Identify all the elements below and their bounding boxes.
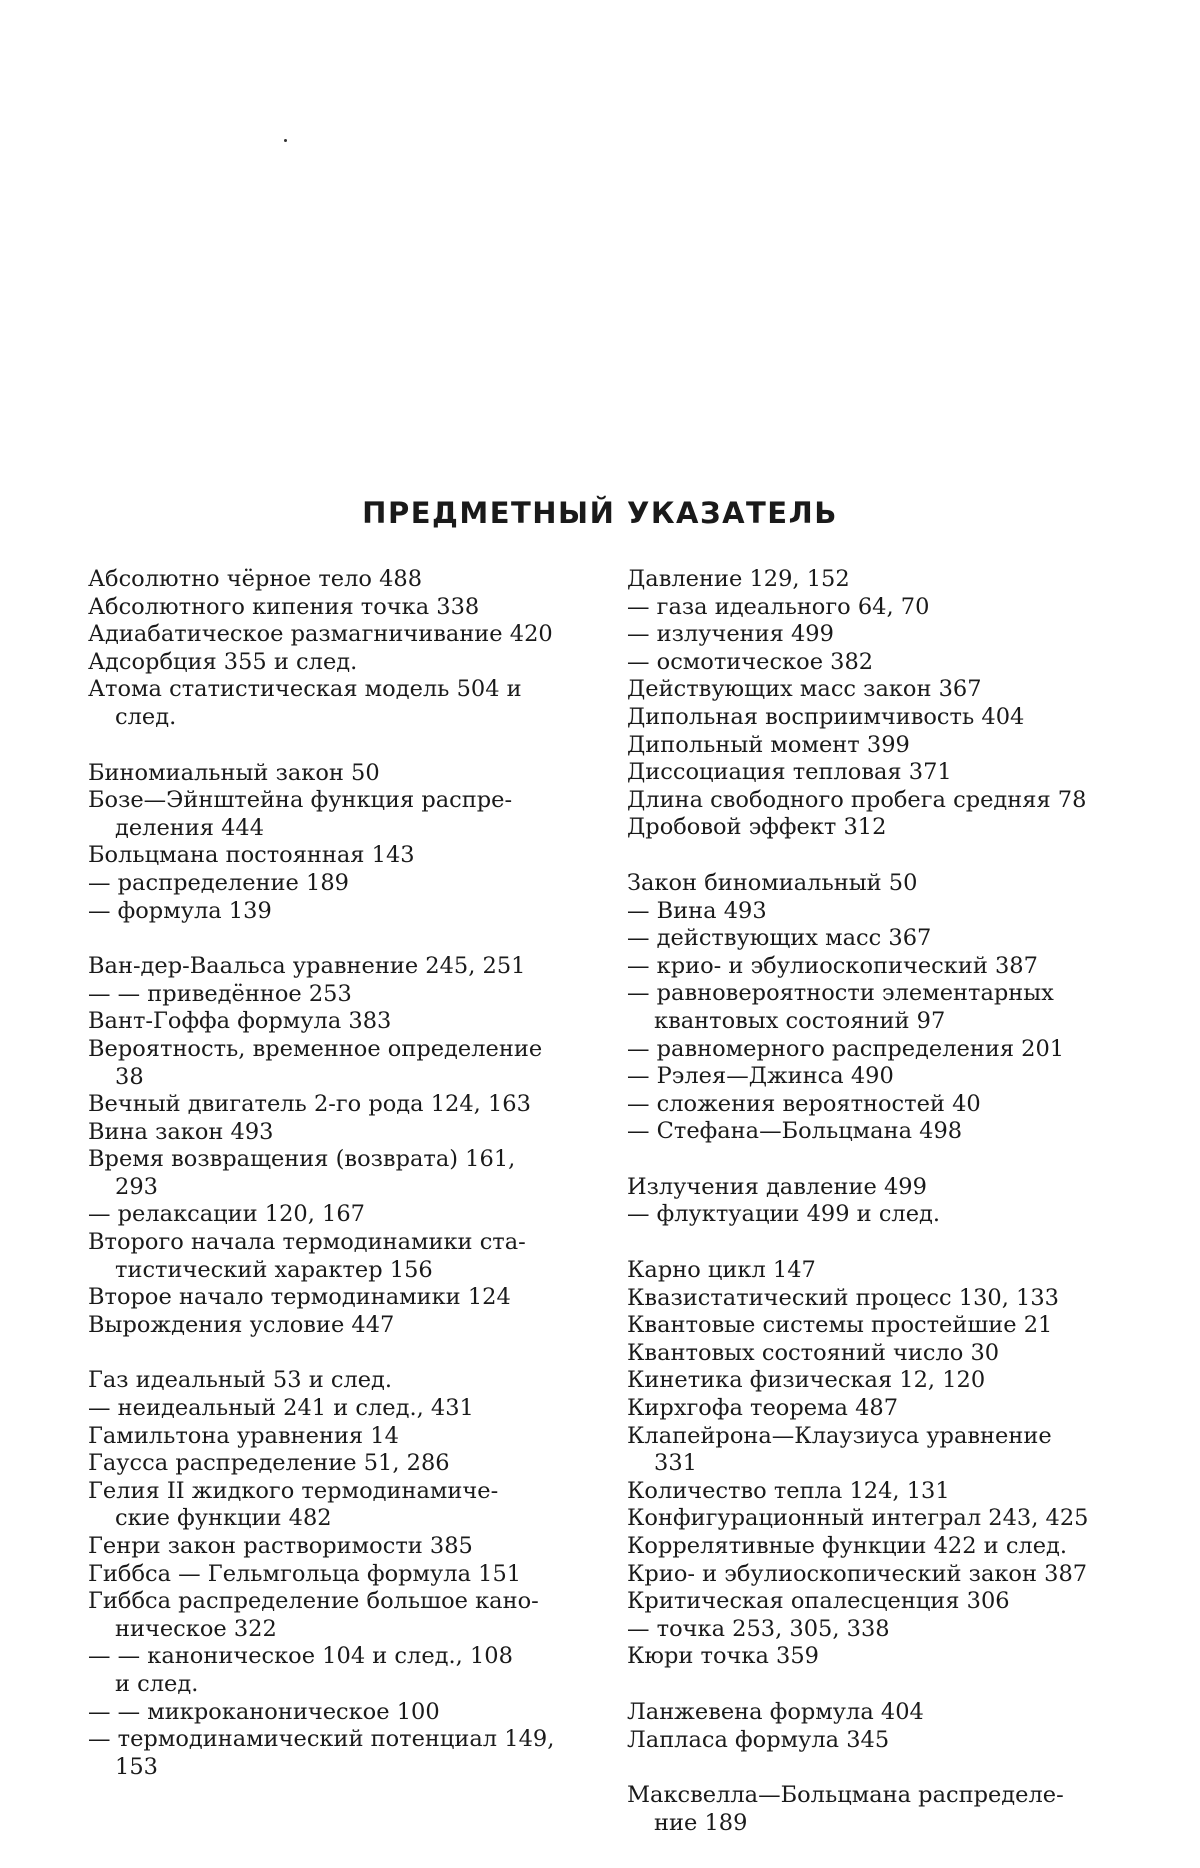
index-entry-text: Закон биномиальный 50 <box>627 869 918 896</box>
index-entry-text: Клапейрона—Клаузиуса уравнение <box>627 1422 1052 1449</box>
index-entry <box>627 1063 1127 1091</box>
index-entry <box>88 1284 586 1312</box>
index-entry-text: Кирхгофа теорема 487 <box>627 1395 899 1422</box>
index-entry-text: Гиббса распределение большое кано- <box>88 1588 539 1615</box>
index-entry <box>88 1395 586 1423</box>
index-entry <box>88 787 586 842</box>
index-entry-text: Время возвращения (возврата) 161, <box>88 1146 516 1173</box>
index-entry <box>88 594 586 622</box>
index-entry-text: Гамильтона уравнения 14 <box>88 1422 399 1449</box>
index-entry-continuation: деления 444 <box>115 814 265 841</box>
index-entry-text: Гелия II жидкого термодинамиче- <box>88 1477 499 1504</box>
index-entry-text: Дипольная восприимчивость 404 <box>627 703 1025 730</box>
index-entry-text: Крио- и эбулиоскопический закон 387 <box>627 1560 1088 1587</box>
index-entry-text: Квантовых состояний число 30 <box>627 1339 1000 1366</box>
index-entry <box>88 1643 586 1698</box>
index-entry-text: Вина закон 493 <box>88 1118 274 1145</box>
index-entry-text: — Рэлея—Джинса 490 <box>627 1063 894 1090</box>
index-entry <box>627 953 1127 981</box>
index-entry-text: Кюри точка 359 <box>627 1643 819 1670</box>
index-entry-text: Квантовые системы простейшие 21 <box>627 1312 1053 1339</box>
index-entry-text: Конфигурационный интеграл 243, 425 <box>627 1505 1089 1532</box>
index-entry-text: Абсолютного кипения точка 338 <box>88 593 480 620</box>
index-entry-text: Излучения давление 499 <box>627 1173 927 1200</box>
index-entry-continuation: 38 <box>115 1063 144 1090</box>
index-entry-text: Вероятность, временное определение <box>88 1035 543 1062</box>
index-entry <box>88 760 586 788</box>
index-entry-text: Давление 129, 152 <box>627 566 850 592</box>
index-entry <box>627 1201 1127 1229</box>
index-entry-continuation: ские функции 482 <box>115 1505 332 1532</box>
index-entry-text: Вант-Гоффа формула 383 <box>88 1008 392 1035</box>
index-entry-text: — Стефана—Больцмана 498 <box>627 1118 963 1145</box>
index-entry-text: Количество тепла 124, 131 <box>627 1477 950 1504</box>
index-entry-text: — — микроканоническое 100 <box>88 1698 440 1725</box>
index-entry-text: Вырождения условие 447 <box>88 1311 395 1338</box>
index-entry <box>88 1478 586 1533</box>
index-entry <box>627 1561 1127 1589</box>
index-entry <box>88 1119 586 1147</box>
index-entry <box>627 1588 1127 1616</box>
index-entry-text: — формула 139 <box>88 897 272 924</box>
index-entry <box>627 732 1127 760</box>
index-entry-continuation: 153 <box>115 1753 158 1780</box>
index-entry <box>88 621 586 649</box>
index-entry-text: Адиабатическое размагничивание 420 <box>88 621 553 648</box>
index-entry-text: — Вина 493 <box>627 897 767 924</box>
index-entry-text: — точка 253, 305, 338 <box>627 1615 890 1642</box>
index-entry-text: Адсорбция 355 и след. <box>88 648 358 675</box>
index-entry <box>627 594 1127 622</box>
index-entry-continuation: квантовых состояний 97 <box>654 1007 946 1034</box>
index-entry <box>88 1450 586 1478</box>
index-entry <box>88 1699 586 1727</box>
index-entry <box>88 1561 586 1589</box>
index-entry-text: Гиббса — Гельмгольца формула 151 <box>88 1560 522 1587</box>
index-entry <box>627 787 1127 815</box>
index-entry-text: — — приведённое 253 <box>88 980 352 1007</box>
index-entry-text: — крио- и эбулиоскопический 387 <box>627 952 1038 979</box>
index-group-gap <box>88 925 586 953</box>
index-entry <box>88 1588 586 1643</box>
index-column-right <box>627 566 1127 1837</box>
index-entry-text: Ван-дер-Ваальса уравнение 245, 251 <box>88 953 526 980</box>
index-entry <box>627 1036 1127 1064</box>
index-entry <box>627 1505 1127 1533</box>
index-entry <box>88 842 586 870</box>
index-entry-continuation: тистический характер 156 <box>115 1256 433 1283</box>
index-entry-text: Второго начала термодинамики ста- <box>88 1229 526 1256</box>
index-entry <box>627 898 1127 926</box>
index-entry-continuation: ническое 322 <box>115 1615 277 1642</box>
index-entry <box>627 621 1127 649</box>
index-entry <box>627 566 1127 594</box>
index-entry <box>88 676 586 731</box>
index-entry <box>627 1533 1127 1561</box>
index-entry-text: Абсолютно чёрное тело 488 <box>88 566 423 592</box>
index-entry-text: Критическая опалесценция 306 <box>627 1588 1010 1615</box>
index-entry <box>627 1727 1127 1755</box>
index-group-gap <box>627 1229 1127 1257</box>
index-group-gap <box>627 1146 1127 1174</box>
index-entry <box>627 1174 1127 1202</box>
index-entry <box>88 566 586 594</box>
index-entry <box>627 1699 1127 1727</box>
index-entry <box>627 1395 1127 1423</box>
index-entry-text: — излучения 499 <box>627 621 834 648</box>
index-entry-text: — действующих масс 367 <box>627 925 932 952</box>
index-entry <box>627 1616 1127 1644</box>
index-entry-text: Длина свободного пробега средняя 78 <box>627 786 1087 813</box>
index-entry-text: Коррелятивные функции 422 и след. <box>627 1533 1068 1559</box>
index-entry-text: Биномиальный закон 50 <box>88 759 380 786</box>
index-entry-text: — флуктуации 499 и след. <box>627 1201 941 1228</box>
index-entry-continuation: 331 <box>654 1450 697 1477</box>
index-entry-text: Действующих масс закон 367 <box>627 676 982 703</box>
index-entry <box>627 704 1127 732</box>
index-entry <box>88 1091 586 1119</box>
index-entry-text: Максвелла—Больцмана распределе- <box>627 1782 1064 1809</box>
index-column-left <box>88 566 586 1781</box>
index-entry <box>627 1782 1127 1837</box>
index-entry-text: Дробовой эффект 312 <box>627 814 887 841</box>
index-entry <box>627 1091 1127 1119</box>
index-entry <box>627 925 1127 953</box>
index-entry-text: — неидеальный 241 и след., 431 <box>88 1395 474 1422</box>
index-group-gap <box>88 1339 586 1367</box>
index-entry-text: Больцмана постоянная 143 <box>88 842 415 869</box>
index-entry <box>627 1478 1127 1506</box>
index-entry-text: — осмотическое 382 <box>627 648 874 675</box>
index-group-gap <box>88 732 586 760</box>
index-entry-text: Квазистатический процесс 130, 133 <box>627 1284 1059 1311</box>
index-entry <box>627 980 1127 1035</box>
index-entry <box>627 1643 1127 1671</box>
index-entry-continuation: и след. <box>115 1670 199 1697</box>
index-group-gap <box>627 1671 1127 1699</box>
index-entry <box>627 1340 1127 1368</box>
index-entry <box>627 1118 1127 1146</box>
index-entry-text: Лапласа формула 345 <box>627 1726 890 1753</box>
index-entry <box>627 1257 1127 1285</box>
index-entry <box>88 898 586 926</box>
index-entry <box>627 759 1127 787</box>
index-entry-text: Дипольный момент 399 <box>627 731 910 758</box>
index-entry-text: Гаусса распределение 51, 286 <box>88 1450 450 1477</box>
index-entry-text: — распределение 189 <box>88 869 349 896</box>
index-entry <box>88 1146 586 1201</box>
index-entry <box>627 1285 1127 1313</box>
index-entry <box>627 870 1127 898</box>
index-entry <box>88 1201 586 1229</box>
index-entry <box>88 953 586 981</box>
index-entry <box>88 981 586 1009</box>
index-entry <box>88 1229 586 1284</box>
index-entry-text: — газа идеального 64, 70 <box>627 593 930 620</box>
index-entry-text: Карно цикл 147 <box>627 1257 816 1284</box>
index-entry <box>88 1533 586 1561</box>
index-entry-text: Бозе—Эйнштейна функция распре- <box>88 787 513 814</box>
index-entry <box>627 1423 1127 1478</box>
index-group-gap <box>627 842 1127 870</box>
index-group-gap <box>627 1754 1127 1782</box>
index-entry-text: Генри закон растворимости 385 <box>88 1533 473 1559</box>
index-entry-text: Диссоциация тепловая 371 <box>627 759 952 786</box>
index-entry-text: — релаксации 120, 167 <box>88 1201 365 1228</box>
index-entry <box>627 1367 1127 1395</box>
index-entry <box>88 1036 586 1091</box>
index-entry-text: — равновероятности элементарных <box>627 980 1054 1007</box>
index-entry <box>627 676 1127 704</box>
page-title: ПРЕДМЕТНЫЙ УКАЗАТЕЛЬ <box>362 496 838 530</box>
index-entry <box>88 1367 586 1395</box>
index-entry-continuation: ние 189 <box>654 1809 748 1836</box>
index-entry-text: Газ идеальный 53 и след. <box>88 1367 393 1394</box>
index-entry-text: — термодинамический потенциал 149, <box>88 1726 555 1753</box>
index-entry <box>88 1008 586 1036</box>
print-speck <box>284 139 287 142</box>
index-entry <box>88 649 586 677</box>
index-entry <box>627 1312 1127 1340</box>
index-entry-text: — равномерного распределения 201 <box>627 1035 1065 1062</box>
index-entry-text: Атома статистическая модель 504 и <box>88 676 522 703</box>
index-entry-text: — — каноническое 104 и след., 108 <box>88 1643 513 1670</box>
index-entry <box>627 814 1127 842</box>
index-entry <box>88 1312 586 1340</box>
index-entry-continuation: 293 <box>115 1173 158 1200</box>
index-entry-text: Ланжевена формула 404 <box>627 1698 924 1725</box>
index-entry <box>627 649 1127 677</box>
index-entry-continuation: след. <box>115 703 177 730</box>
index-entry <box>88 870 586 898</box>
index-entry <box>88 1423 586 1451</box>
index-entry <box>88 1726 586 1781</box>
index-entry-text: Вечный двигатель 2-го рода 124, 163 <box>88 1091 531 1118</box>
index-entry-text: Кинетика физическая 12, 120 <box>627 1367 986 1394</box>
index-entry-text: Второе начало термодинамики 124 <box>88 1284 511 1311</box>
index-entry-text: — сложения вероятностей 40 <box>627 1090 981 1117</box>
